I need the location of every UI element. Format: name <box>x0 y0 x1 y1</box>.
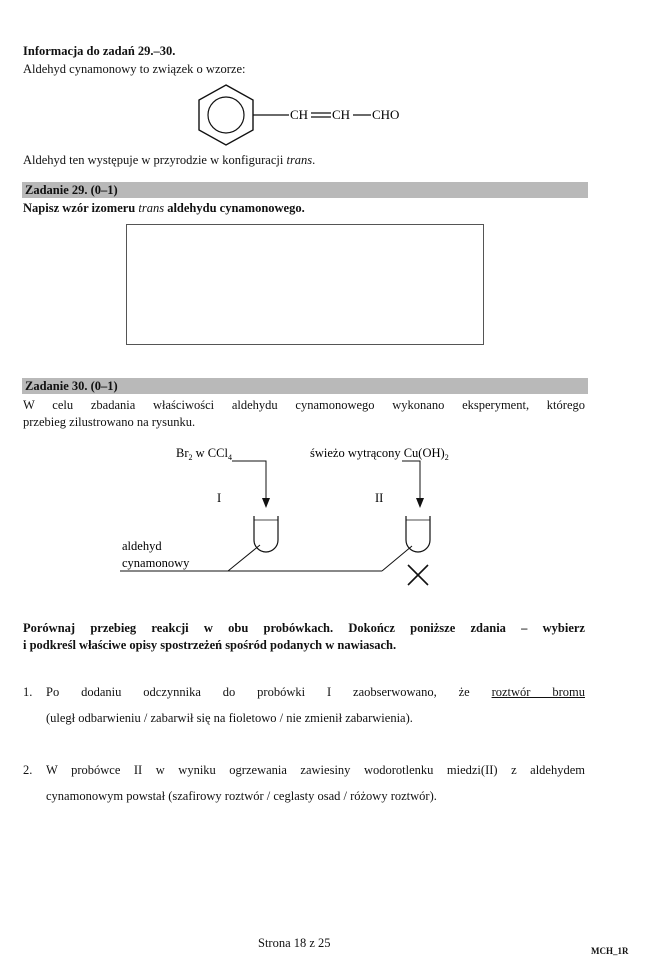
info-trans-sentence <box>23 153 315 168</box>
reagent1-label: $Br_2$ w CCl$_4$ <box>176 446 232 462</box>
tube2-label: II <box>375 491 384 505</box>
item1-line1-prefix: Po dodaniu odczynnika do probówki I zaobserwowano, że <box>46 685 492 699</box>
formula-cho: CHO <box>372 107 400 122</box>
substance-line2: cynamonowy <box>122 556 190 570</box>
task29-header-bar <box>22 182 588 198</box>
task29-instruction-suffix: aldehydu cynamonowego. <box>164 201 305 215</box>
task30-description-line1: W celu zbadania właściwości aldehydu cynamonowego wykonano eksperyment, którego <box>23 398 585 412</box>
task30-description-line2: przebieg zilustrowano na rysunku. <box>23 415 196 429</box>
trans-word: trans <box>286 153 313 167</box>
exam-code: MCH_1R <box>591 946 629 956</box>
tube1-label: I <box>217 491 222 505</box>
task29-instruction-prefix: Napisz wzór izomeru <box>23 201 139 215</box>
item1-underlined: roztwór bromu <box>491 685 585 699</box>
page-number: Strona 18 z 25 <box>258 936 331 950</box>
item1-line1 <box>46 685 585 700</box>
task30-instruction-line2: i podkreśl właściwe opisy spostrzeżeń spośród podanych w nawiasach. <box>23 638 397 652</box>
item2-options[interactable]: cynamonowym powstał (szafirowy roztwór / ceglasty osad / różowy roztwór). <box>46 789 437 803</box>
task29-instruction <box>23 201 305 216</box>
experiment-figure <box>110 440 450 590</box>
formula-ch1: CH <box>290 107 309 122</box>
task30-header: Zadanie 30. (0–1) <box>25 379 118 393</box>
reagent2-label: świeżo wytrącony $Cu(OH)_2$ <box>310 446 449 462</box>
item1-options[interactable]: (uległ odbarwieniu / zabarwił się na fioletowo / nie zmienił zabarwienia). <box>46 711 413 725</box>
task29-header: Zadanie 29. (0–1) <box>25 183 118 197</box>
task30-instruction-line1: Porównaj przebieg reakcji w obu probówkach. Dokończ poniższe zdania – wybierz <box>23 621 585 635</box>
substance-line1: aldehyd <box>122 539 162 553</box>
item1-number: 1. <box>23 685 33 699</box>
formula-ch2: CH <box>332 107 351 122</box>
test-tube-2 <box>406 516 430 552</box>
info-intro: Aldehyd cynamonowy to związek o wzorze: <box>23 62 246 76</box>
trans-sentence-suffix: . <box>312 153 316 167</box>
info-heading: Informacja do zadań 29.–30. <box>23 44 176 58</box>
task29-instruction-italic: trans <box>138 201 165 215</box>
arrow1-head <box>262 498 270 508</box>
cinnamaldehyde-structure-formula <box>195 82 425 148</box>
item2-line1: W probówce II w wyniku ogrzewania zawiesiny wodorotlenku miedzi(II) z aldehydem <box>46 763 585 777</box>
task30-header-bar <box>22 378 588 394</box>
arrow2-head <box>416 498 424 508</box>
trans-sentence-prefix: Aldehyd ten występuje w przyrodzie w konfiguracji <box>23 153 287 167</box>
item2-number: 2. <box>23 763 33 777</box>
task29-answer-box[interactable] <box>126 224 484 345</box>
